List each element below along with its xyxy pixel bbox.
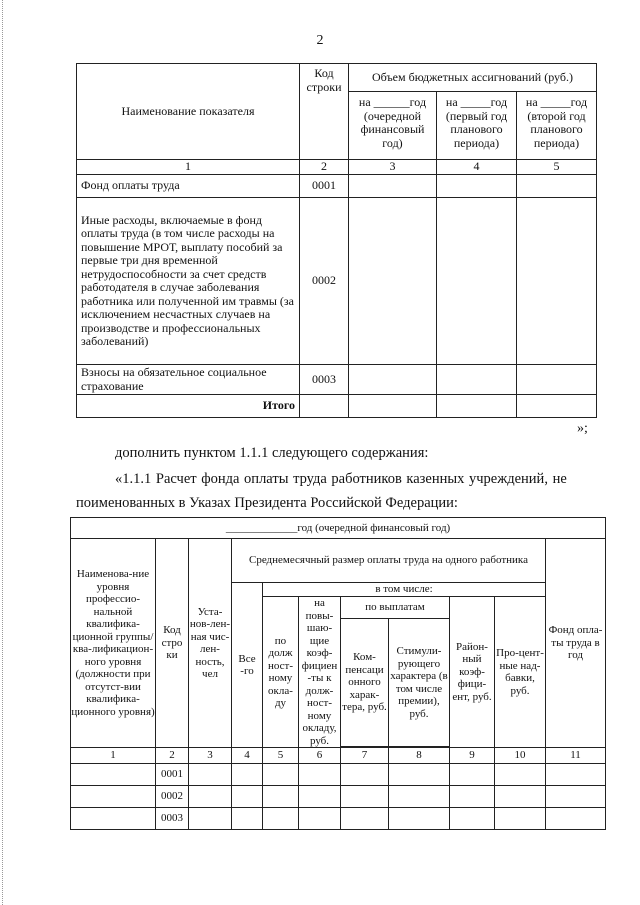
budget-allocation-table [76,63,597,418]
t1-colnum: 3 [349,160,437,175]
page-number: 2 [316,33,324,48]
t1-row-name: Фонд оплаты труда [77,175,300,198]
t1-header-year1: на ______год (очередной финансовый год) [349,92,437,160]
t2-colnum: 2 [156,748,189,764]
t1-cell [517,365,597,395]
t2-colnum: 6 [299,748,341,764]
t2-row-code: 0001 [156,764,189,786]
t2-row-code: 0002 [156,786,189,808]
t1-cell [437,175,517,198]
t1-header-name: Наименование показателя [77,64,300,160]
t2-annual-fund: Фонд опла-ты труда в год [546,539,606,748]
t2-colnum: 3 [189,748,232,764]
t2-col-code: Код стро ки [156,539,189,748]
table-row [71,764,606,786]
t1-header-volume: Объем бюджетных ассигнований (руб.) [349,64,597,92]
t2-colnum: 7 [341,748,389,764]
t1-header-year3: на _____год (второй год планового периода) [517,92,597,160]
t2-total: Все -го [232,583,263,748]
t1-cell [349,395,437,418]
t1-row-code: 0003 [300,365,349,395]
t2-cell [71,808,156,830]
t2-payments: по выплатам [341,597,450,619]
table-row-total [77,395,597,418]
t2-compensation: Ком-пенсаци онного харак-тера, руб. [341,619,389,747]
table-row [77,365,597,395]
t1-cell [437,365,517,395]
paragraph-section-line1: «1.1.1 Расчет фонда оплаты труда работников казенных учреждений, не [115,471,567,487]
scan-edge [2,0,4,905]
t1-cell [349,365,437,395]
t2-colnum: 9 [450,748,495,764]
t1-cell [349,175,437,198]
t1-colnum: 1 [77,160,300,175]
paragraph-section-line2: поименованных в Указах Президента Российской Федерации: [76,495,458,511]
payroll-calculation-table [70,517,606,830]
t2-colnum: 10 [495,748,546,764]
t2-year-header: _____________год (очередной финансовый год) [71,518,606,539]
t1-colnum: 2 [300,160,349,175]
t1-cell [437,198,517,365]
t2-colnum: 11 [546,748,606,764]
table-row [71,808,606,830]
t2-base-salary: по долж ност-ному окла-ду [263,597,299,748]
t1-header-year2: на _____год (первый год планового периода) [437,92,517,160]
t1-cell [517,175,597,198]
t2-row-code: 0003 [156,808,189,830]
t1-total-label: Итого [77,395,300,418]
t2-regional-coef: Район-ный коэф-фици-ент, руб. [450,597,495,748]
closing-quote: »; [577,421,588,436]
t1-cell [517,198,597,365]
t1-row-name: Иные расходы, включаемые в фонд оплаты труда (в том числе расходы на повышение МРОТ, выплату пособий за первые три дня временной нетрудоспособности за счет средств работодателя в случае заболевания работника или полученной им травмы (за исключением несчастных случаев на производстве и профессиональных заболеваний) [77,198,300,365]
t2-colnum: 4 [232,748,263,764]
t2-cell [71,786,156,808]
t1-cell [437,395,517,418]
t2-cell [71,764,156,786]
t2-colnum: 1 [71,748,156,764]
t1-colnum: 5 [517,160,597,175]
t2-colnum: 5 [263,748,299,764]
t2-percent-bonus: Про-цент-ные над-бавки, руб. [495,597,546,748]
t1-cell [517,395,597,418]
t2-avg-salary: Среднемесячный размер оплаты труда на одного работника [232,539,546,583]
table-row [71,786,606,808]
t1-colnum: 4 [437,160,517,175]
t1-cell [300,395,349,418]
table-row [77,198,597,365]
t2-col-name: Наименова-ние уровня профессио-нальной квалифика-ционной группы/ква-лификацион-ного уровня (должности при отсутст-вии квалифика-ционного уровня) [71,539,156,748]
t1-cell [349,198,437,365]
t2-col-staff: Уста-нов-лен-ная чис-лен-ность, чел [189,539,232,748]
paragraph-amend: дополнить пунктом 1.1.1 следующего содержания: [115,445,429,461]
t1-row-name: Взносы на обязательное социальное страхование [77,365,300,395]
t1-row-code: 0001 [300,175,349,198]
t2-raising-coef: на повы-шаю-щие коэф-фициен -ты к долж-ност-ному окладу, руб. [299,597,341,748]
t2-stimulating: Стимули-рующего характера (в том числе премии), руб. [389,619,450,747]
t1-row-code: 0002 [300,198,349,365]
table-row [77,175,597,198]
t1-header-code: Код строки [300,64,349,160]
t2-colnum: 8 [389,748,450,764]
t2-including: в том числе: [263,583,546,597]
